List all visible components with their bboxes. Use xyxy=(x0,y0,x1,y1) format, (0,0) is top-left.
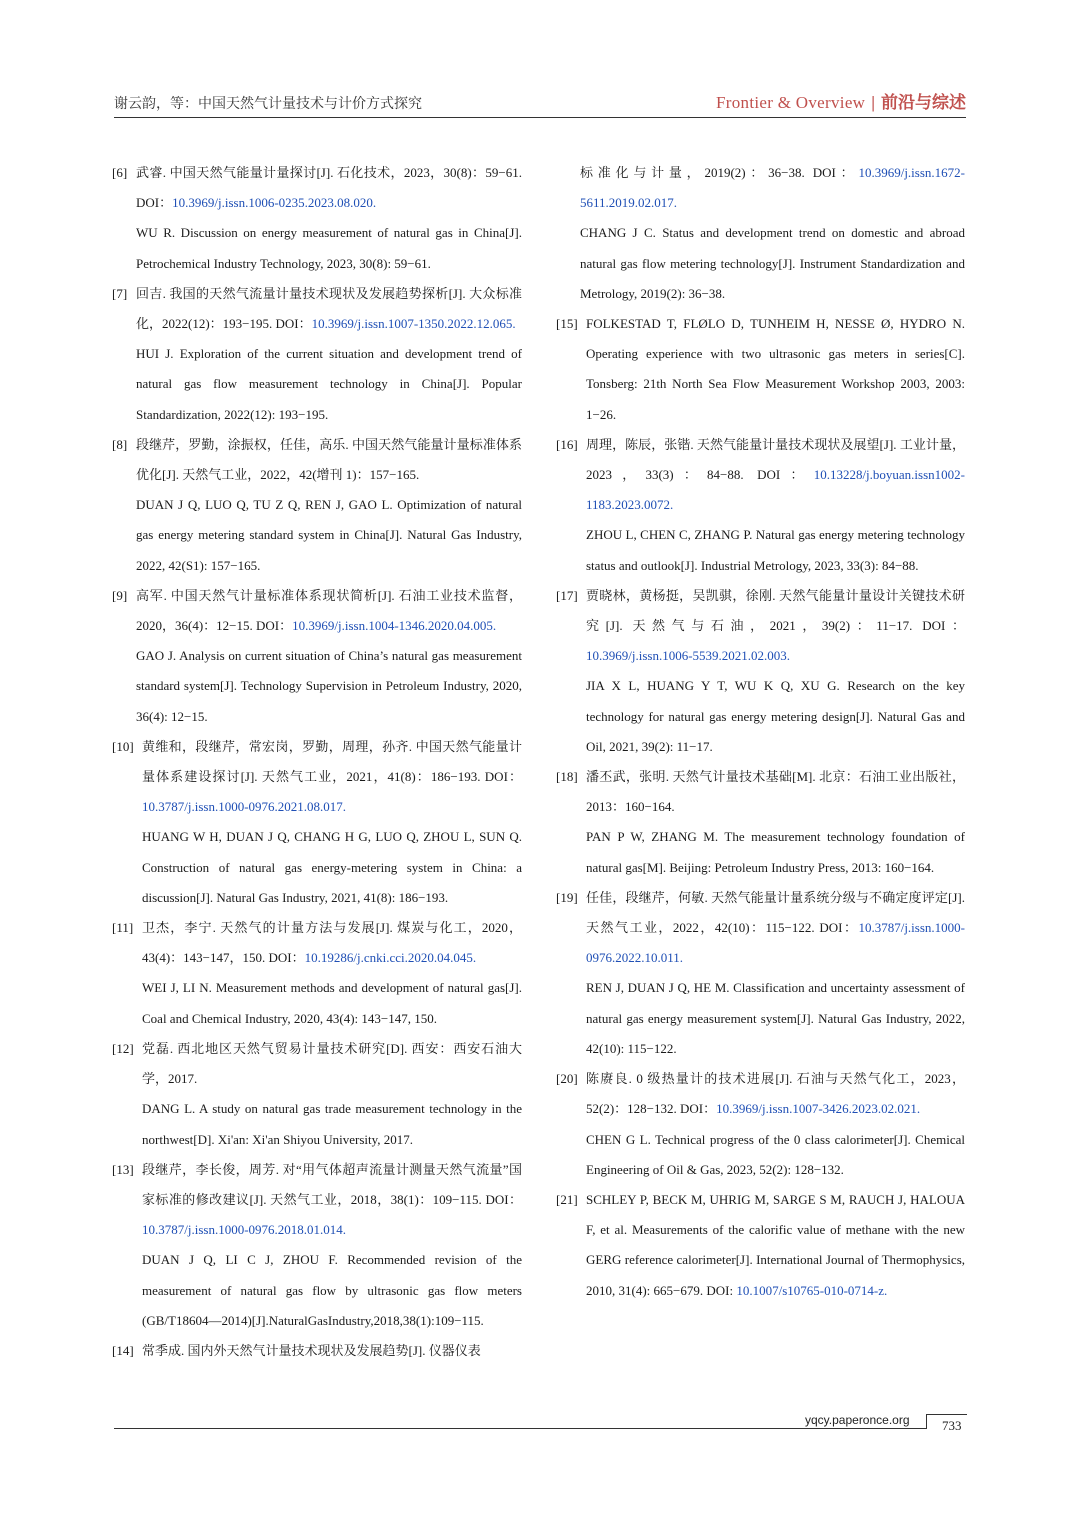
reference-translation: ZHOU L, CHEN C, ZHANG P. Natural gas energy metering technology status and outlook[J]. Industrial Metrology, 2023, 33(3): 84−88. xyxy=(586,527,965,573)
reference-citation xyxy=(556,309,965,430)
reference-citation xyxy=(112,158,522,218)
reference-number: [12] xyxy=(112,1040,134,1056)
reference-entry xyxy=(556,309,965,430)
reference-translation: WU R. Discussion on energy measurement of natural gas in China[J]. Petrochemical Industry Technology, 2023, 30(8): 59−61. xyxy=(136,225,522,271)
reference-number: [15] xyxy=(556,316,578,332)
reference-entry xyxy=(556,1185,965,1306)
reference-translation: REN J, DUAN J Q, HE M. Classification and uncertainty assessment of natural gas energy measurement system[J]. Natural Gas Industry, 2022, 42(10): 115−122. xyxy=(586,980,965,1056)
reference-text: FOLKESTAD T, FLØLO D, TUNHEIM H, NESSE Ø, HYDRO N. Operating experience with two ultrasonic gas meters in series[C]. Tonsberg: 21th North Sea Flow Measurement Workshop 2003, 2003: 1−26. xyxy=(586,316,965,422)
reference-number: [11] xyxy=(112,920,134,936)
reference-translation: DUAN J Q, LUO Q, TU Z Q, REN J, GAO L. Optimization of natural gas energy metering standard system in China[J]. Natural Gas Industry, 2022, 42(S1): 157−165. xyxy=(136,497,522,573)
references-column-right xyxy=(556,158,965,1306)
reference-text: 任佳，段继芹，何敏. 天然气能量计量系统分级与不确定度评定[J]. 天然气工业，2022，42(10)：115−122. DOI： xyxy=(586,889,965,936)
reference-entry xyxy=(556,883,965,1064)
reference-translation: DUAN J Q, LI C J, ZHOU F. Recommended revision of the measurement of natural gas flow by ultrasonic gas flow meters (GB/T18604—2014)[J].NaturalGasIndustry,2018,38(1):109−115. xyxy=(142,1252,522,1328)
reference-translation: PAN P W, ZHANG M. The measurement technology foundation of natural gas[M]. Beijing: Petroleum Industry Press, 2013: 160−164. xyxy=(586,829,965,875)
reference-entry xyxy=(112,913,522,1034)
running-header-authors-title: 谢云韵，等：中国天然气计量技术与计价方式探究 xyxy=(114,97,422,112)
reference-number: [7] xyxy=(112,285,128,301)
reference-entry xyxy=(112,279,522,430)
reference-number: [17] xyxy=(556,587,578,603)
reference-entry xyxy=(112,158,522,279)
reference-text: 武睿. 中国天然气能量计量探讨[J]. 石化技术，2023，30(8)：59−61. DOI： xyxy=(136,165,522,211)
reference-text: 常季成. 国内外天然气计量技术现状及发展趋势[J]. 仪器仪表 xyxy=(142,1342,481,1358)
reference-entry xyxy=(112,1155,522,1336)
reference-text: 段继芹，罗勤，涂振权，任佳，高乐. 中国天然气能量计量标准体系优化[J]. 天然气工业，2022，42(增刊 1)：157−165. xyxy=(136,436,522,483)
reference-entry xyxy=(556,762,965,883)
reference-entry xyxy=(112,581,522,732)
reference-doi-link[interactable]: 10.3969/j.issn.1007-1350.2022.12.065. xyxy=(311,316,516,332)
reference-citation xyxy=(112,732,522,823)
reference-citation xyxy=(556,430,965,521)
reference-number: [20] xyxy=(556,1071,578,1087)
reference-doi-link[interactable]: 10.3969/j.issn.1007-3426.2023.02.021. xyxy=(716,1101,921,1117)
footer-rule xyxy=(114,1428,926,1429)
reference-entry xyxy=(112,1336,522,1366)
reference-text: 党磊. 西北地区天然气贸易计量技术研究[D]. 西安：西安石油大学，2017. xyxy=(142,1040,522,1087)
reference-entry xyxy=(556,1064,965,1185)
reference-translation: HUI J. Exploration of the current situation and development trend of natural gas flow measurement technology in China[J]. Popular Standardization, 2022(12): 193−195. xyxy=(136,346,522,422)
reference-doi-link[interactable]: 10.3787/j.issn.1000-0976.2018.01.014. xyxy=(142,1222,347,1238)
journal-url[interactable]: yqcy.paperonce.org xyxy=(805,1413,910,1427)
reference-translation: GAO J. Analysis on current situation of China’s natural gas measurement standard system[J]. Technology Supervision in Petroleum Industry, 2020, 36(4): 12−15. xyxy=(136,648,522,724)
reference-doi-link[interactable]: 10.3787/j.issn.1000-0976.2022.10.011. xyxy=(586,920,965,966)
reference-doi-link[interactable]: 10.3969/j.issn.1672-5611.2019.02.017. xyxy=(580,165,965,211)
reference-text: 潘丕武，张明. 天然气计量技术基础[M]. 北京：石油工业出版社，2013：160−164. xyxy=(586,769,965,815)
reference-number: [13] xyxy=(112,1161,134,1177)
section-label-separator: | xyxy=(871,93,875,112)
reference-entry xyxy=(112,732,522,913)
reference-entry xyxy=(112,1034,522,1155)
reference-citation xyxy=(112,1336,522,1366)
reference-text: 陈赓良. 0 级热量计的技术进展[J]. 石油与天然气化工，2023，52(2)：128−132. DOI： xyxy=(586,1071,965,1117)
reference-citation xyxy=(556,581,965,672)
reference-number: [9] xyxy=(112,587,128,603)
reference-entry xyxy=(556,581,965,762)
reference-citation xyxy=(112,1155,522,1246)
reference-citation xyxy=(556,883,965,974)
reference-number: [6] xyxy=(112,165,128,180)
reference-text: 标准化与计量，2019(2)：36−38. DOI： xyxy=(580,165,859,180)
reference-translation: HUANG W H, DUAN J Q, CHANG H G, LUO Q, ZHOU L, SUN Q. Construction of natural gas energy-metering system in China: a discussion[J]. Natural Gas Industry, 2021, 41(8): 186−193. xyxy=(142,829,522,905)
reference-number: [8] xyxy=(112,436,128,452)
reference-text: 周理，陈辰，张锴. 天然气能量计量技术现状及展望[J]. 工业计量，2023，33(3)：84−88. DOI： xyxy=(586,436,965,483)
reference-number: [14] xyxy=(112,1342,134,1358)
section-label-en: Frontier & Overview xyxy=(716,93,866,112)
reference-text: 回吉. 我国的天然气流量计量技术现状及发展趋势探析[J]. 大众标准化，2022(12)：193−195. DOI： xyxy=(136,285,522,332)
reference-citation xyxy=(556,158,965,218)
reference-number: [16] xyxy=(556,436,578,452)
reference-entry xyxy=(112,430,522,581)
reference-citation xyxy=(556,762,965,822)
reference-citation xyxy=(112,581,522,641)
reference-text: SCHLEY P, BECK M, UHRIG M, SARGE S M, RAUCH J, HALOUA F, et al. Measurements of the calorific value of methane with the new GERG reference calorimeter[J]. International Journal of Thermophysics, 2010, 31(4): 665−679. DOI: xyxy=(586,1191,965,1298)
reference-translation: DANG L. A study on natural gas trade measurement technology in the northwest[D]. Xi'an: Xi'an Shiyou University, 2017. xyxy=(142,1101,522,1147)
reference-doi-link[interactable]: 10.1007/s10765-010-0714-z. xyxy=(736,1282,888,1298)
reference-citation xyxy=(112,430,522,490)
reference-citation xyxy=(112,279,522,339)
reference-citation xyxy=(556,1185,965,1306)
reference-number: [19] xyxy=(556,889,578,905)
page-number: 733 xyxy=(942,1418,962,1433)
section-label xyxy=(716,88,966,113)
reference-doi-link[interactable]: 10.3969/j.issn.1004-1346.2020.04.005. xyxy=(292,618,497,634)
running-header xyxy=(114,88,966,118)
section-label-cn: 前沿与综述 xyxy=(881,93,966,113)
reference-translation: CHEN G L. Technical progress of the 0 class calorimeter[J]. Chemical Engineering of Oil & Gas, 2023, 52(2): 128−132. xyxy=(586,1131,965,1177)
reference-text: 黄维和，段继芹，常宏岗，罗勤，周理，孙齐. 中国天然气能量计量体系建设探讨[J]. 天然气工业，2021，41(8)：186−193. DOI： xyxy=(142,738,522,785)
reference-text: 卫杰，李宁. 天然气的计量方法与发展[J]. 煤炭与化工，2020，43(4)：143−147，150. DOI： xyxy=(142,920,522,966)
reference-number: [18] xyxy=(556,769,578,785)
reference-doi-link[interactable]: 10.13228/j.boyuan.issn1002-1183.2023.0072. xyxy=(586,467,965,513)
reference-text: 高军. 中国天然气计量标准体系现状简析[J]. 石油工业技术监督，2020，36(4)：12−15. DOI： xyxy=(136,587,522,634)
reference-citation xyxy=(556,1064,965,1124)
reference-number: [10] xyxy=(112,738,134,754)
reference-entry xyxy=(556,430,965,581)
reference-doi-link[interactable]: 10.3787/j.issn.1000-0976.2021.08.017. xyxy=(142,799,347,815)
reference-entry xyxy=(556,158,965,309)
reference-citation xyxy=(112,1034,522,1094)
reference-doi-link[interactable]: 10.19286/j.cnki.cci.2020.04.045. xyxy=(304,950,477,966)
reference-citation xyxy=(112,913,522,973)
reference-text: 贾晓林，黄杨挺，吴凯骐，徐刚. 天然气能量计量设计关键技术研究[J]. 天然气与石油，2021，39(2)：11−17. DOI： xyxy=(586,587,965,634)
reference-translation: CHANG J C. Status and development trend on domestic and abroad natural gas flow metering technology[J]. Instrument Standardization and Metrology, 2019(2): 36−38. xyxy=(580,225,965,301)
references-column-left xyxy=(112,158,522,1366)
header-rule xyxy=(114,117,966,118)
reference-doi-link[interactable]: 10.3969/j.issn.1006-0235.2023.08.020. xyxy=(172,195,377,211)
reference-translation: WEI J, LI N. Measurement methods and development of natural gas[J]. Coal and Chemical Industry, 2020, 43(4): 143−147, 150. xyxy=(142,980,522,1026)
reference-text: 段继芹，李长俊，周芳. 对“用气体超声流量计测量天然气流量”国家标准的修改建议[J]. 天然气工业，2018，38(1)：109−115. DOI： xyxy=(142,1161,522,1207)
reference-translation: JIA X L, HUANG Y T, WU K Q, XU G. Research on the key technology for natural gas energy metering design[J]. Natural Gas and Oil, 2021, 39(2): 11−17. xyxy=(586,678,965,754)
reference-number: [21] xyxy=(556,1191,578,1207)
reference-doi-link[interactable]: 10.3969/j.issn.1006-5539.2021.02.003. xyxy=(586,648,791,664)
